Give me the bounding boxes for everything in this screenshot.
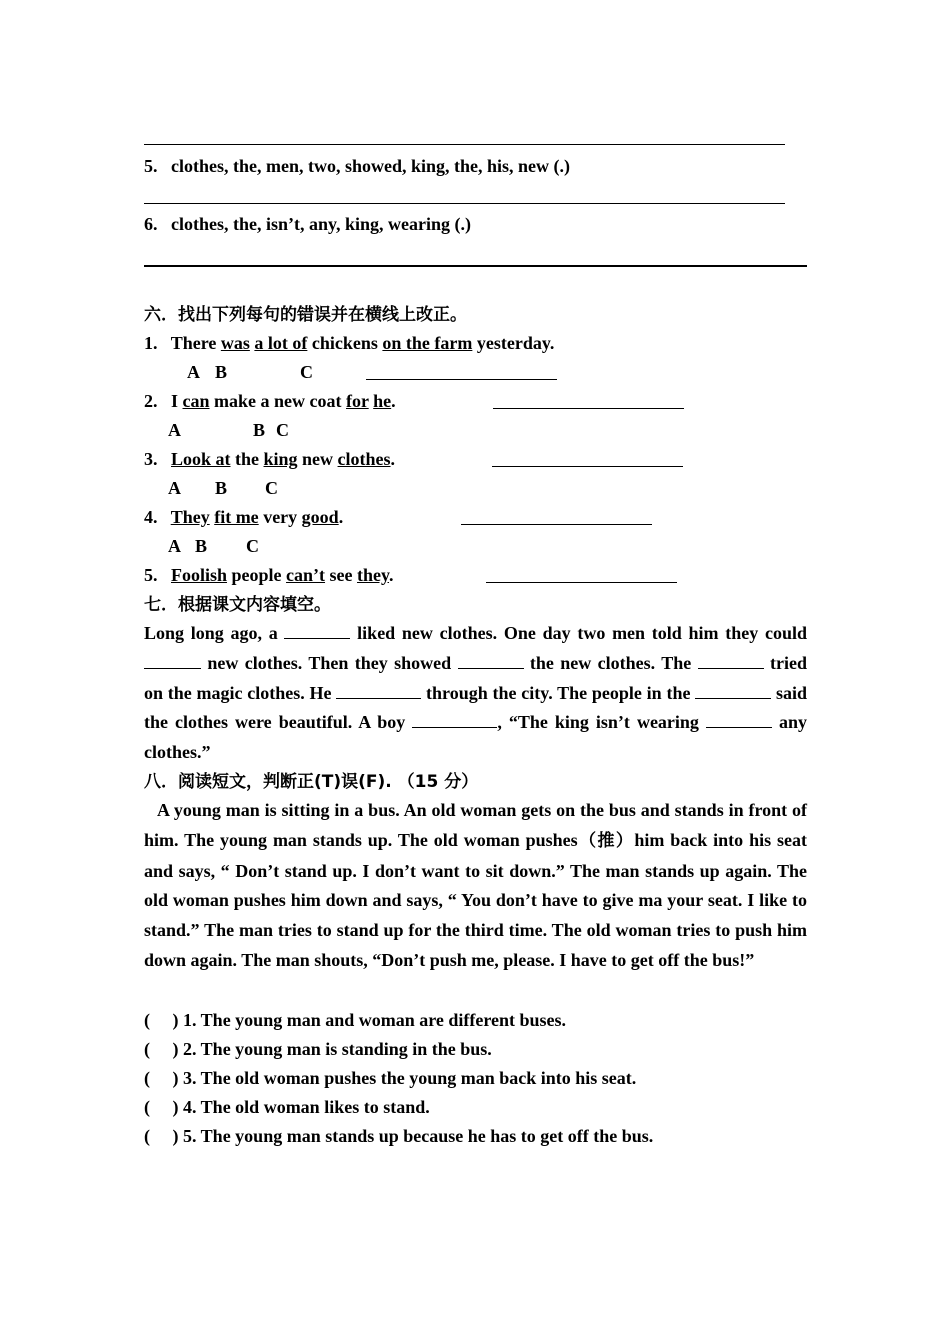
error-item-4: 4. They fit me very good.	[144, 507, 344, 527]
underlined-word: Look at	[171, 449, 231, 469]
option-label: C	[300, 362, 313, 382]
section-heading: 六．找出下列每句的错误并在横线上改正。	[144, 305, 467, 325]
answer-blank[interactable]	[492, 466, 683, 467]
option-label: A	[168, 420, 181, 440]
option-label: A	[168, 536, 181, 556]
answer-line[interactable]	[144, 144, 785, 145]
option-label: C	[276, 420, 289, 440]
question-item: 6. clothes, the, isn’t, any, king, wearing (.)	[144, 214, 472, 234]
error-item-3: 3. Look at the king new clothes.	[144, 449, 396, 469]
answer-bracket[interactable]: ( )	[144, 1010, 179, 1030]
underlined-word: he	[373, 391, 392, 411]
reading-passage: A young man is sitting in a bus. An old woman gets on the bus and stands in front of him. The young man stands up. The old woman pushes（推）him back into his seat and says, “ Don’t stand up. I don’t want to sit down.” The man stands up again. The old woman pushes him down and says, “ You don’t have to give ma your seat. I like to stand.” The man tries to stand up for the third time. The old woman tries to push him down again. The man shouts, “Don’t push me, please. I have to get off the bus!”	[144, 800, 807, 970]
answer-bracket[interactable]: ( )	[144, 1039, 179, 1059]
option-label: C	[246, 536, 259, 556]
option-label: B	[195, 536, 208, 556]
fill-blank[interactable]	[698, 653, 764, 669]
error-item-2: 2. I can make a new coat for he.	[144, 391, 396, 411]
fill-blank[interactable]	[706, 712, 772, 728]
underlined-word: a lot of	[254, 333, 308, 353]
fill-blank[interactable]	[336, 683, 421, 699]
answer-blank[interactable]	[461, 524, 652, 525]
underlined-word: clothes	[337, 449, 391, 469]
underlined-word: on the farm	[382, 333, 473, 353]
underlined-word: they	[357, 565, 390, 585]
underlined-word: can	[182, 391, 210, 411]
section-heading: 八．阅读短文，判断正(T)误(F). （15 分）	[144, 772, 479, 792]
option-label: B	[215, 478, 228, 498]
option-label: B	[253, 420, 266, 440]
option-label: B	[215, 362, 228, 382]
fill-blank[interactable]	[412, 712, 497, 728]
underlined-word: was	[220, 333, 250, 353]
option-label: A	[187, 362, 200, 382]
tf-question: ( ) 1. The young man and woman are different buses.	[144, 1010, 567, 1030]
question-item: 5. clothes, the, men, two, showed, king, the, his, new (.)	[144, 156, 571, 176]
underlined-word: They	[170, 507, 210, 527]
tf-question: ( ) 3. The old woman pushes the young man back into his seat.	[144, 1068, 637, 1088]
tf-question: ( ) 5. The young man stands up because he has to get off the bus.	[144, 1126, 654, 1146]
answer-blank[interactable]	[486, 582, 677, 583]
fill-blank[interactable]	[458, 653, 524, 669]
tf-question: ( ) 4. The old woman likes to stand.	[144, 1097, 430, 1117]
answer-bracket[interactable]: ( )	[144, 1068, 179, 1088]
section-heading: 七．根据课文内容填空。	[144, 595, 331, 615]
answer-bracket[interactable]: ( )	[144, 1126, 179, 1146]
answer-blank[interactable]	[493, 408, 684, 409]
fill-blank[interactable]	[284, 623, 350, 639]
tf-question: ( ) 2. The young man is standing in the bus.	[144, 1039, 492, 1059]
underlined-word: for	[346, 391, 369, 411]
fill-in-passage: Long long ago, a liked new clothes. One day two men told him they could new clothes. Then they showed the new clothes. The tried on the magic clothes. He through the city. The people in the said the clothes were beautiful. A boy , “The king isn’t wearing any clothes.”	[144, 623, 807, 763]
answer-line[interactable]	[144, 203, 785, 204]
underlined-word: fit me	[214, 507, 259, 527]
fill-blank[interactable]	[144, 653, 201, 669]
answer-blank[interactable]	[366, 379, 557, 380]
underlined-word: good	[301, 507, 339, 527]
option-label: C	[265, 478, 278, 498]
error-item-1: 1. There was a lot of chickens on the farm yesterday.	[144, 333, 555, 353]
underlined-word: can’t	[286, 565, 326, 585]
fill-blank[interactable]	[695, 683, 771, 699]
option-label: A	[168, 478, 181, 498]
answer-bracket[interactable]: ( )	[144, 1097, 179, 1117]
underlined-word: Foolish	[171, 565, 228, 585]
error-item-5: 5. Foolish people can’t see they.	[144, 565, 394, 585]
answer-line[interactable]	[144, 265, 807, 267]
underlined-word: king	[263, 449, 298, 469]
